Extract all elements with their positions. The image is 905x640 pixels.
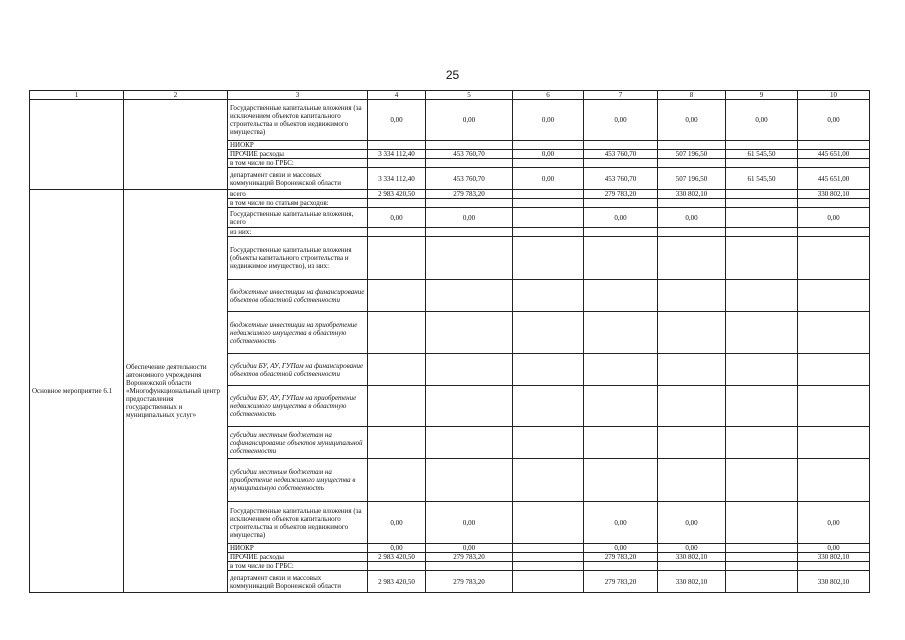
value-cell-9 [726,228,798,237]
value-cell-5 [426,312,513,354]
value-cell-4 [368,237,426,280]
expense-label-cell: ПРОЧИЕ расходы [228,553,368,562]
value-cell-8 [658,427,726,459]
value-cell-8: 0,00 [658,208,726,228]
value-cell-4: 0,00 [368,544,426,553]
value-cell-5 [426,354,513,386]
value-cell-9 [726,190,798,199]
value-cell-6: 0,00 [513,100,584,141]
value-cell-6 [513,280,584,312]
value-cell-7 [584,228,658,237]
activity-name-cell: Обеспечение деятельности автономного учреждения Воронежской области «Многофункциональный центр предоставления государственных и муниципальных услуг» [124,190,228,593]
value-cell-9 [726,159,798,168]
value-cell-10: 0,00 [798,100,870,141]
value-cell-6 [513,141,584,150]
value-cell-9: 61 545,50 [726,150,798,159]
value-cell-10 [798,141,870,150]
value-cell-6 [513,228,584,237]
value-cell-6 [513,544,584,553]
value-cell-9 [726,427,798,459]
value-cell-8 [658,459,726,502]
value-cell-10 [798,237,870,280]
header-row [30,91,870,100]
value-cell-4: 0,00 [368,208,426,228]
value-cell-5 [426,386,513,427]
page-number: 25 [445,68,460,82]
value-cell-8: 330 802,10 [658,553,726,562]
value-cell-7 [584,141,658,150]
budget-table [29,90,870,593]
expense-label-cell: НИОКР [228,544,368,553]
value-cell-7: 279 783,20 [584,571,658,593]
column-header: 1 [30,91,124,100]
column-header: 9 [726,91,798,100]
value-cell-4 [368,159,426,168]
expense-label-cell: Государственные капитальные вложения (объекты капитального строительства и недвижимое имущество), из них: [228,237,368,280]
value-cell-8: 0,00 [658,544,726,553]
value-cell-10 [798,354,870,386]
column-header: 3 [228,91,368,100]
column-header: 10 [798,91,870,100]
value-cell-6 [513,354,584,386]
expense-label-cell: Государственные капитальные вложения (за исключением объектов капитального строительства и объектов недвижимого имущества) [228,100,368,141]
value-cell-7 [584,354,658,386]
value-cell-10: 330 802,10 [798,190,870,199]
value-cell-10 [798,199,870,208]
value-cell-9 [726,237,798,280]
value-cell-8 [658,386,726,427]
activity-code-cell [30,100,124,190]
expense-label-cell: Государственные капитальные вложения (за исключением объектов капитального строительства и объектов недвижимого имущества) [228,502,368,544]
value-cell-5: 279 783,20 [426,571,513,593]
value-cell-7: 453 760,70 [584,168,658,190]
value-cell-6: 0,00 [513,150,584,159]
value-cell-5 [426,280,513,312]
value-cell-5 [426,562,513,571]
value-cell-6 [513,502,584,544]
expense-label-cell: из них: [228,228,368,237]
activity-code-cell: Основное мероприятие 6.1 [30,190,124,593]
expense-label-cell: департамент связи и массовых коммуникаций Воронежской области [228,571,368,593]
value-cell-5 [426,141,513,150]
value-cell-10 [798,159,870,168]
value-cell-8: 330 802,10 [658,190,726,199]
value-cell-6 [513,562,584,571]
value-cell-4 [368,459,426,502]
value-cell-7 [584,459,658,502]
column-header: 7 [584,91,658,100]
value-cell-4: 0,00 [368,100,426,141]
expense-label-cell: в том числе по статьям расходов: [228,199,368,208]
value-cell-9 [726,544,798,553]
value-cell-9 [726,386,798,427]
value-cell-9 [726,571,798,593]
value-cell-5: 0,00 [426,100,513,141]
value-cell-9: 0,00 [726,100,798,141]
value-cell-6 [513,208,584,228]
expense-label-cell: в том числе по ГРБС: [228,159,368,168]
value-cell-10 [798,280,870,312]
value-cell-9 [726,459,798,502]
value-cell-9 [726,562,798,571]
value-cell-5 [426,159,513,168]
value-cell-8 [658,159,726,168]
value-cell-4 [368,228,426,237]
value-cell-10: 330 802,10 [798,571,870,593]
value-cell-7: 279 783,20 [584,553,658,562]
value-cell-7 [584,427,658,459]
value-cell-8 [658,228,726,237]
value-cell-8: 507 196,50 [658,168,726,190]
value-cell-7 [584,199,658,208]
expense-label-cell: субсидии БУ, АУ, ГУПам на приобретение недвижимого имущества в областную собственность [228,386,368,427]
column-header: 6 [513,91,584,100]
value-cell-4 [368,386,426,427]
value-cell-5 [426,228,513,237]
value-cell-7: 0,00 [584,502,658,544]
value-cell-9 [726,553,798,562]
value-cell-10 [798,459,870,502]
column-header: 2 [124,91,228,100]
expense-label-cell: бюджетные инвестиции на финансирование объектов областной собственности [228,280,368,312]
value-cell-6: 0,00 [513,168,584,190]
value-cell-5: 453 760,70 [426,168,513,190]
value-cell-4 [368,141,426,150]
value-cell-5 [426,459,513,502]
value-cell-4 [368,199,426,208]
value-cell-9 [726,280,798,312]
value-cell-6 [513,459,584,502]
value-cell-10: 0,00 [798,502,870,544]
value-cell-8 [658,199,726,208]
value-cell-10: 0,00 [798,208,870,228]
value-cell-7: 0,00 [584,100,658,141]
value-cell-4: 2 983 420,50 [368,553,426,562]
expense-label-cell: субсидии БУ, АУ, ГУПам на финансирование объектов областной собственности [228,354,368,386]
value-cell-10 [798,427,870,459]
value-cell-5: 279 783,20 [426,190,513,199]
value-cell-8 [658,280,726,312]
value-cell-6 [513,159,584,168]
value-cell-7: 0,00 [584,544,658,553]
value-cell-4 [368,312,426,354]
value-cell-7 [584,562,658,571]
value-cell-8 [658,354,726,386]
value-cell-9 [726,312,798,354]
value-cell-5 [426,237,513,280]
value-cell-7 [584,386,658,427]
value-cell-5: 279 783,20 [426,553,513,562]
activity-name-cell [124,100,228,190]
value-cell-5: 0,00 [426,208,513,228]
value-cell-8: 330 802,10 [658,571,726,593]
value-cell-10 [798,386,870,427]
column-header: 8 [658,91,726,100]
value-cell-5 [426,199,513,208]
value-cell-7 [584,312,658,354]
value-cell-5: 0,00 [426,544,513,553]
value-cell-10 [798,562,870,571]
value-cell-10: 0,00 [798,544,870,553]
value-cell-4: 2 983 420,50 [368,571,426,593]
table-row [30,190,870,199]
value-cell-10: 445 651,00 [798,168,870,190]
table-row [30,100,870,141]
value-cell-9: 61 545,50 [726,168,798,190]
value-cell-4: 2 983 420,50 [368,190,426,199]
value-cell-10 [798,312,870,354]
value-cell-7: 279 783,20 [584,190,658,199]
expense-label-cell: субсидии местным бюджетам на приобретение недвижимого имущества в муниципальную собственность [228,459,368,502]
value-cell-6 [513,199,584,208]
value-cell-10: 445 651,00 [798,150,870,159]
value-cell-9 [726,199,798,208]
value-cell-8 [658,141,726,150]
value-cell-6 [513,427,584,459]
value-cell-6 [513,237,584,280]
value-cell-8: 507 196,50 [658,150,726,159]
value-cell-4 [368,354,426,386]
value-cell-9 [726,141,798,150]
value-cell-7 [584,237,658,280]
value-cell-8 [658,562,726,571]
value-cell-5: 0,00 [426,502,513,544]
value-cell-6 [513,312,584,354]
value-cell-4 [368,280,426,312]
value-cell-10: 330 802,10 [798,553,870,562]
value-cell-4 [368,427,426,459]
value-cell-7: 453 760,70 [584,150,658,159]
value-cell-6 [513,386,584,427]
value-cell-7: 0,00 [584,208,658,228]
expense-label-cell: всего [228,190,368,199]
column-header: 5 [426,91,513,100]
expense-label-cell: НИОКР [228,141,368,150]
expense-label-cell: в том числе по ГРБС: [228,562,368,571]
value-cell-6 [513,553,584,562]
value-cell-9 [726,208,798,228]
value-cell-8: 0,00 [658,502,726,544]
value-cell-7 [584,280,658,312]
value-cell-9 [726,354,798,386]
expense-label-cell: бюджетные инвестиции на приобретение недвижимого имущества в областную собственность [228,312,368,354]
value-cell-4: 3 334 112,40 [368,150,426,159]
expense-label-cell: Государственные капитальные вложения, всего [228,208,368,228]
value-cell-4: 3 334 112,40 [368,168,426,190]
value-cell-10 [798,228,870,237]
column-header: 4 [368,91,426,100]
value-cell-4: 0,00 [368,502,426,544]
expense-label-cell: субсидии местным бюджетам на софинансирование объектов муниципальной собственности [228,427,368,459]
value-cell-9 [726,502,798,544]
expense-label-cell: ПРОЧИЕ расходы [228,150,368,159]
value-cell-8: 0,00 [658,100,726,141]
value-cell-8 [658,312,726,354]
value-cell-5: 453 760,70 [426,150,513,159]
value-cell-7 [584,159,658,168]
expense-label-cell: департамент связи и массовых коммуникаций Воронежской области [228,168,368,190]
value-cell-6 [513,571,584,593]
value-cell-4 [368,562,426,571]
value-cell-6 [513,190,584,199]
value-cell-8 [658,237,726,280]
value-cell-5 [426,427,513,459]
